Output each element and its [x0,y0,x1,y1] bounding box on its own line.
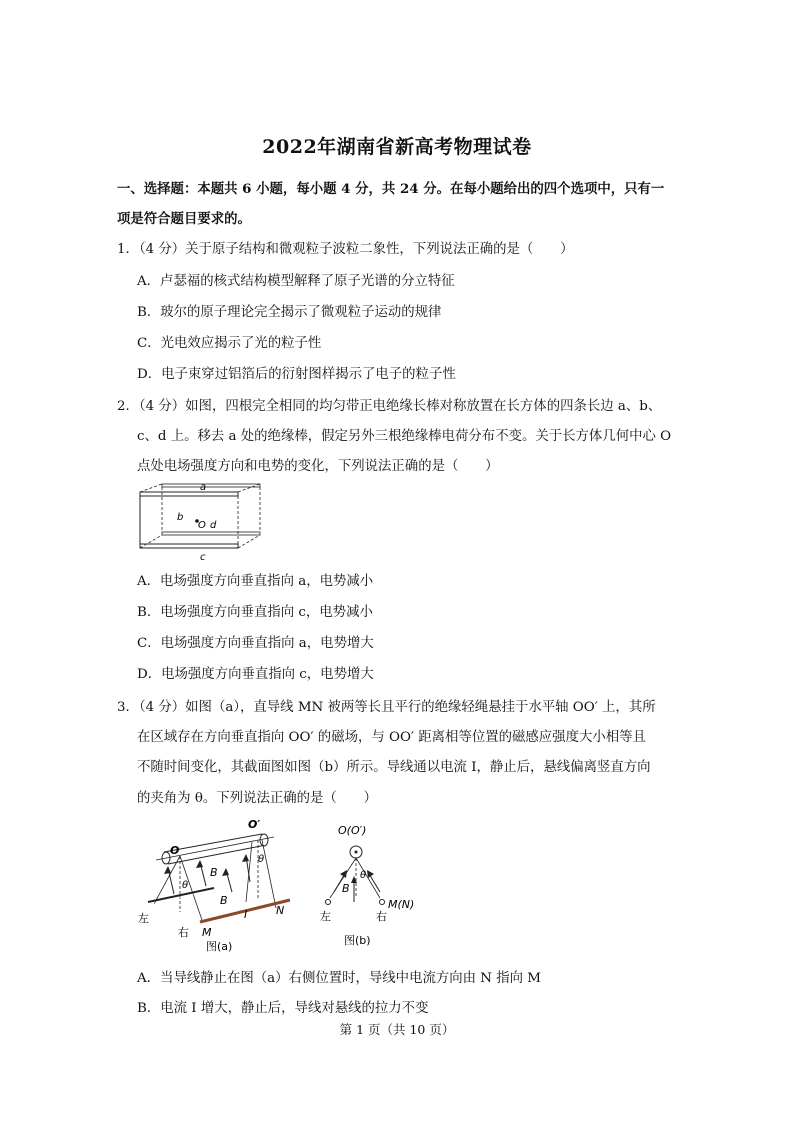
q3a-label-theta-right: θ [258,854,265,865]
q3-stem-line2: 在区域存在方向垂直指向 OO′ 的磁场，与 OO′ 距离相等位置的磁感应强度大小相等且 [137,730,646,745]
q1-stem: 1．（4 分）关于原子结构和微观粒子波粒二象性，下列说法正确的是（ ） [117,242,574,257]
q3a-label-m: M [202,926,212,939]
q3-stem-line1: 3．（4 分）如图（a），直导线 MN 被两等长且平行的绝缘轻绳悬挂于水平轴 OO′ 上，其所 [117,700,656,715]
q3b-label-right: 右 [376,910,387,923]
q3-figure-a [134,812,304,952]
q3-option-a: A．当导线静止在图（a）右侧位置时，导线中电流方向由 N 指向 M [137,971,542,986]
q3a-label-o: O [170,844,180,857]
q2-label-d: d [210,520,217,531]
q2-label-o: O [198,520,206,531]
q2-option-d: D．电场强度方向垂直指向 c，电势增大 [137,667,374,682]
q2-stem-line1: 2．（4 分）如图，四根完全相同的均匀带正电绝缘长棒对称放置在长方体的四条长边 a、b、 [117,399,662,414]
q3a-label-i: I [244,908,248,921]
q2-label-a: a [200,482,207,493]
q2-option-a: A．电场强度方向垂直指向 a，电势减小 [137,574,374,589]
q3b-label-left: 左 [320,910,331,923]
q2-stem-line3: 点处电场强度方向和电势的变化，下列说法正确的是（ ） [137,459,499,474]
q3b-caption: 图(b) [344,934,371,947]
q2-label-c: c [200,552,206,562]
q3-stem-line3: 不随时间变化，其截面图如图（b）所示。导线通以电流 I，静止后，悬线偏离竖直方向 [137,760,651,775]
q1-option-d: D．电子束穿过铝箔后的衍射图样揭示了电子的粒子性 [137,367,456,382]
q3-figure-b [312,820,422,952]
q3a-label-b-top: B [210,866,218,879]
q3a-label-right: 右 [178,926,189,939]
section-heading-line1: 一、选择题：本题共 6 小题，每小题 4 分，共 24 分。在每小题给出的四个选项中，只有一 [117,181,665,197]
q2-label-b: b [177,512,184,523]
q1-option-c: C．光电效应揭示了光的粒子性 [137,336,322,351]
page-footer: 第 1 页（共 10 页） [339,1022,455,1037]
q2-stem-line2: c、d 上。移去 a 处的绝缘棒，假定另外三根绝缘棒电荷分布不变。关于长方体几何中心 O [137,429,672,444]
page-title: 2022年湖南省新高考物理试卷 [262,136,532,158]
q3b-label-mn: M(N) [388,898,415,911]
q2-box-figure [134,480,274,562]
q3-stem-line4: 的夹角为 θ。下列说法正确的是（ ） [137,791,377,806]
q1-option-a: A．卢瑟福的核式结构模型解释了原子光谱的分立特征 [137,274,455,289]
q3a-label-n: N [276,904,285,917]
q3a-label-o-prime: O′ [248,818,261,831]
q3a-label-left: 左 [138,912,149,925]
q3a-label-b-bottom: B [220,894,228,907]
q2-option-c: C．电场强度方向垂直指向 a，电势增大 [137,636,374,651]
q3b-label-b: B [342,882,350,895]
q3a-caption: 图(a) [206,940,233,952]
q3b-label-top: O(O′) [338,824,367,837]
q3-option-b: B．电流 I 增大，静止后，导线对悬线的拉力不变 [137,1001,429,1016]
q3a-label-theta-left: θ [182,880,189,891]
q1-option-b: B．玻尔的原子理论完全揭示了微观粒子运动的规律 [137,305,442,320]
section-heading-line2: 项是符合题目要求的。 [117,211,251,227]
q2-option-b: B．电场强度方向垂直指向 c，电势减小 [137,605,373,620]
q3b-label-theta: θ [360,870,367,881]
